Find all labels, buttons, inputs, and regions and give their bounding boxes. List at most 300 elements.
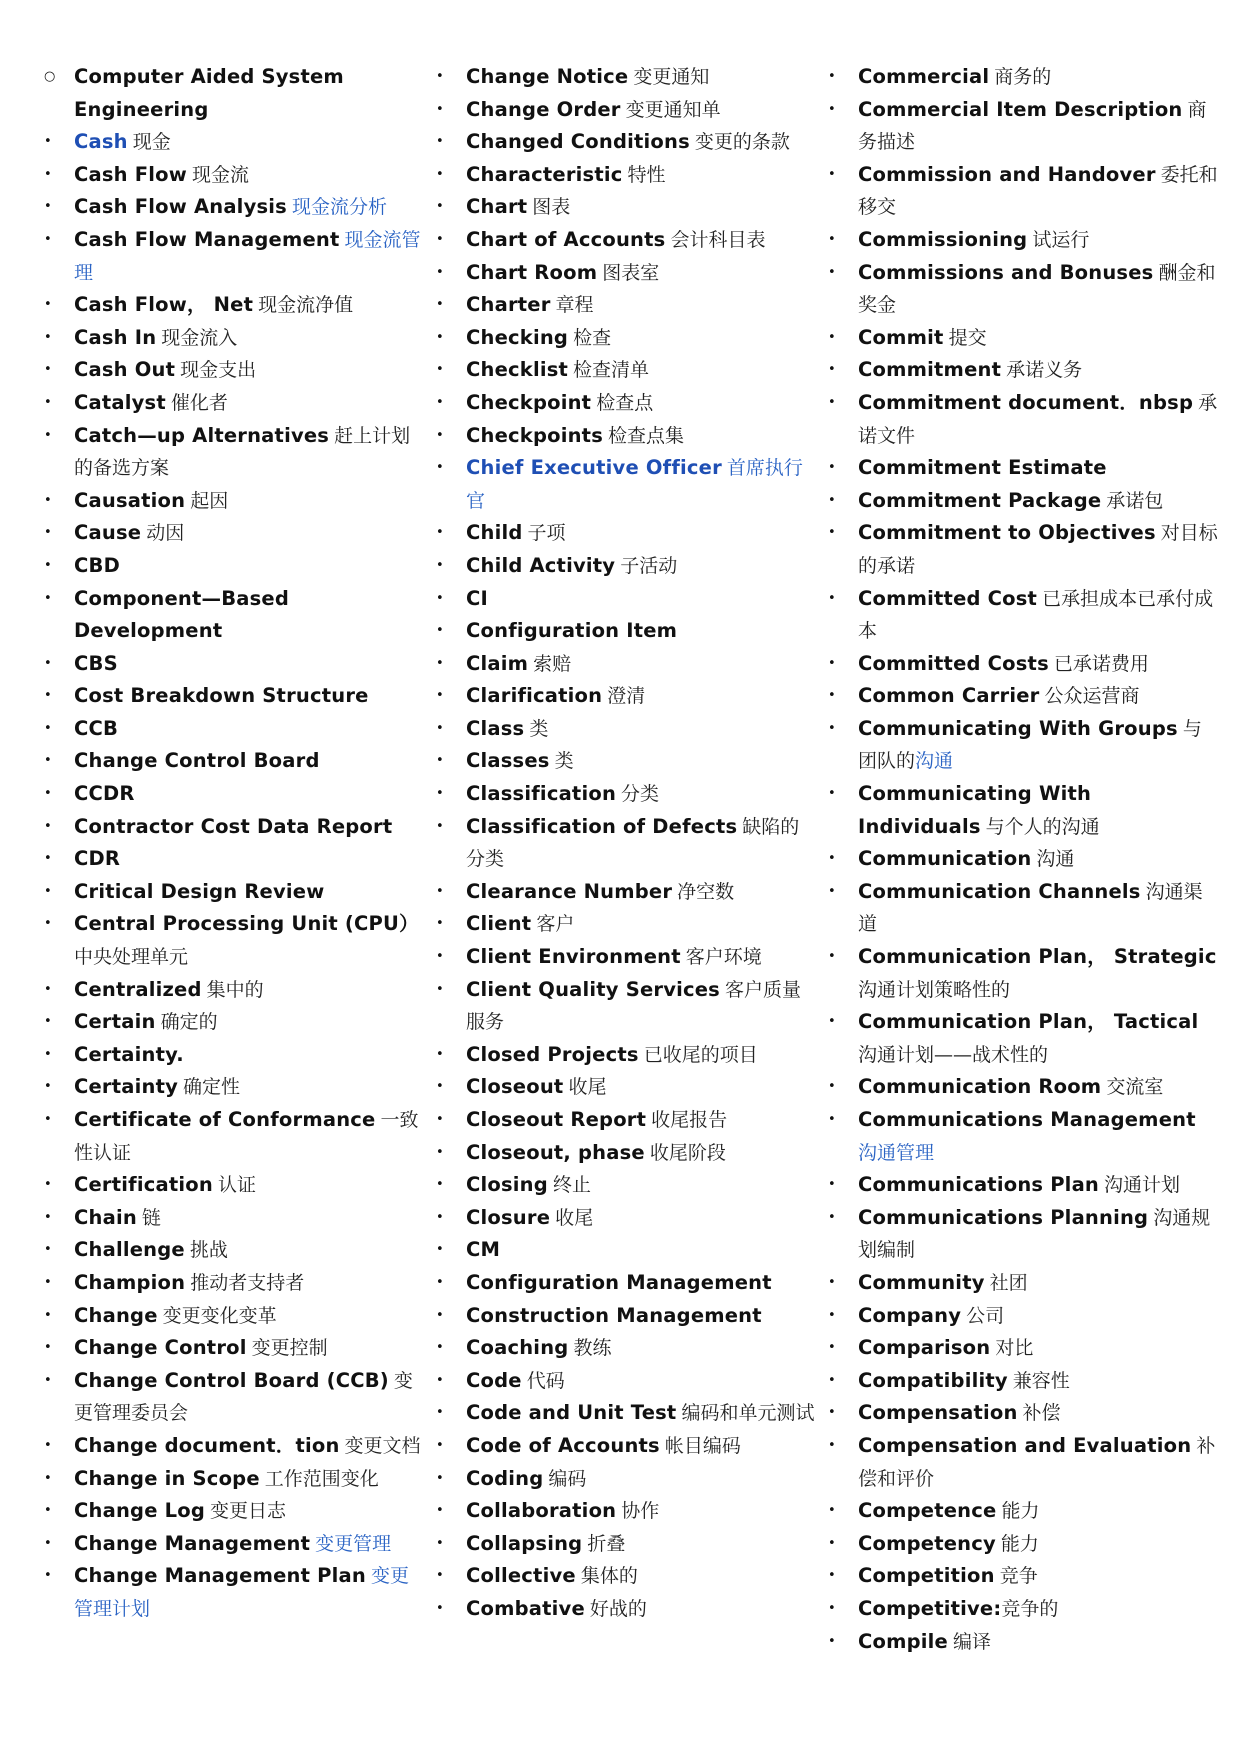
chinese-translation: 动因 xyxy=(146,522,185,545)
glossary-entry xyxy=(828,354,1218,387)
glossary-entry xyxy=(44,1202,424,1235)
chinese-translation: 现金流管理 xyxy=(74,228,421,284)
chinese-translation: 收尾 xyxy=(555,1206,594,1229)
chinese-translation: 变更日志 xyxy=(210,1500,287,1523)
chinese-translation: 检查 xyxy=(573,326,612,349)
bullet-icon: • xyxy=(828,1503,836,1519)
chinese-translation: 客户 xyxy=(536,913,575,936)
glossary-term: Closeout xyxy=(466,1075,564,1099)
glossary-term: Competition xyxy=(858,1564,995,1588)
glossary-term: Causation xyxy=(74,488,186,512)
chinese-translation: 社团 xyxy=(989,1271,1028,1294)
bullet-icon: • xyxy=(828,1307,836,1323)
glossary-term: CCB xyxy=(74,716,119,740)
bullet-icon: • xyxy=(44,1372,52,1388)
glossary-entry xyxy=(44,974,424,1007)
glossary-term: Commitment document．nbsp xyxy=(858,390,1194,414)
glossary-entry xyxy=(436,1039,816,1072)
glossary-term: Code xyxy=(466,1368,522,1392)
chinese-translation: 变更文档 xyxy=(344,1434,421,1457)
chinese-translation: 净空数 xyxy=(677,880,735,903)
glossary-entry xyxy=(436,1202,816,1235)
bullet-icon: • xyxy=(436,981,444,997)
glossary-entry xyxy=(44,778,424,811)
glossary-entry xyxy=(436,420,816,453)
glossary-term: Commit xyxy=(858,325,944,349)
chinese-translation: 终止 xyxy=(552,1174,591,1197)
glossary-entry xyxy=(44,648,424,681)
bullet-icon: • xyxy=(44,1046,52,1062)
glossary-entry xyxy=(828,1528,1218,1561)
glossary-term: Clarification xyxy=(466,684,603,708)
glossary-entry xyxy=(44,680,424,713)
glossary-entry xyxy=(436,1071,816,1104)
glossary-entry xyxy=(436,1104,816,1137)
glossary-term: Change in Scope xyxy=(74,1466,260,1490)
glossary-term: Child Activity xyxy=(466,553,616,577)
glossary-entry xyxy=(436,1463,816,1496)
glossary-term: Coding xyxy=(466,1466,544,1490)
bullet-icon: • xyxy=(44,1340,52,1356)
chinese-translation: 收尾阶段 xyxy=(649,1141,726,1164)
glossary-term: Common Carrier xyxy=(858,684,1040,708)
bullet-icon: • xyxy=(828,1600,836,1616)
glossary-entry xyxy=(436,974,816,1039)
chinese-translation: 章程 xyxy=(555,294,594,317)
chinese-translation: 类 xyxy=(554,750,574,773)
bullet-icon: • xyxy=(828,69,836,84)
glossary-term: Certain xyxy=(74,1010,156,1034)
glossary-entry xyxy=(436,452,816,517)
glossary-term: Closeout Report xyxy=(466,1108,647,1131)
chinese-translation: 现金支出 xyxy=(180,359,257,382)
glossary-term: CBD xyxy=(74,553,120,577)
glossary-term: CCDR xyxy=(74,782,135,806)
chinese-translation: 子活动 xyxy=(620,554,678,577)
glossary-term: Chart xyxy=(466,195,528,219)
bullet-icon: • xyxy=(44,1177,52,1193)
bullet-icon: • xyxy=(436,623,444,639)
glossary-term: Chart Room xyxy=(466,260,598,284)
glossary-term: Coaching xyxy=(466,1336,569,1360)
chinese-translation: 变更管理委员会 xyxy=(74,1369,413,1425)
glossary-entry xyxy=(828,61,1218,94)
bullet-icon: • xyxy=(828,101,836,117)
glossary-term: Change Control xyxy=(74,1336,247,1360)
bullet-icon: • xyxy=(436,1372,444,1388)
bullet-icon: • xyxy=(44,786,52,802)
glossary-entry xyxy=(436,191,816,224)
glossary-entry xyxy=(436,387,816,420)
glossary-entry xyxy=(436,1234,816,1267)
glossary-entry xyxy=(436,1137,816,1170)
glossary-entry xyxy=(828,1365,1218,1398)
glossary-term: Communications Management xyxy=(858,1108,1196,1131)
bullet-icon: • xyxy=(436,786,444,802)
bullet-icon: • xyxy=(436,557,444,573)
glossary-entry xyxy=(828,517,1218,582)
glossary-term: Commissioning xyxy=(858,227,1028,251)
glossary-entry xyxy=(436,908,816,941)
bullet-icon: • xyxy=(436,166,444,182)
bullet-icon: • xyxy=(436,1144,444,1160)
glossary-entry xyxy=(828,713,1218,778)
chinese-translation: 赶上计划的备选方案 xyxy=(74,424,411,480)
bullet-icon: • xyxy=(436,883,444,899)
chinese-translation: 澄清 xyxy=(607,685,646,708)
glossary-entry xyxy=(828,941,1218,1006)
glossary-entry xyxy=(44,1071,424,1104)
bullet-icon: • xyxy=(828,1405,836,1421)
bullet-icon: • xyxy=(44,1209,52,1225)
chinese-translation: 补偿和评价 xyxy=(858,1434,1216,1490)
chinese-translation: 变更通知 xyxy=(633,66,710,88)
chinese-translation: 酬金和奖金 xyxy=(858,261,1216,317)
bullet-icon: • xyxy=(436,1112,444,1127)
bullet-icon: • xyxy=(44,199,52,215)
chinese-translation: 收尾 xyxy=(568,1076,607,1099)
chinese-translation: 折叠 xyxy=(587,1532,626,1555)
glossary-term: Cash Flow， Net xyxy=(74,293,254,317)
glossary-term: Cost Breakdown Structure xyxy=(74,684,369,708)
glossary-term: Construction Management xyxy=(466,1303,762,1327)
glossary-term: Communications Planning xyxy=(858,1205,1149,1229)
bullet-icon: • xyxy=(828,231,836,247)
glossary-entry xyxy=(436,126,816,159)
glossary-entry xyxy=(44,908,424,973)
bullet-icon: • xyxy=(44,916,52,932)
bullet-icon: • xyxy=(436,916,444,932)
glossary-entry xyxy=(828,1332,1218,1365)
chinese-translation: 一致性认证 xyxy=(74,1109,419,1164)
glossary-entry xyxy=(436,1332,816,1365)
chinese-translation: 确定的 xyxy=(160,1011,218,1034)
bullet-icon: • xyxy=(828,851,836,867)
bullet-icon: • xyxy=(828,1274,836,1290)
glossary-entry xyxy=(44,322,424,355)
glossary-term: Checkpoint xyxy=(466,390,592,414)
glossary-term: Collapsing xyxy=(466,1531,583,1555)
hollow-bullet-icon: ○ xyxy=(44,69,56,84)
glossary-term: Checking xyxy=(466,325,569,349)
chinese-translation: 分类 xyxy=(621,783,660,806)
glossary-entry xyxy=(436,1528,816,1561)
chinese-translation: 承诺义务 xyxy=(1006,359,1083,382)
glossary-term: Client xyxy=(466,912,532,936)
glossary-entry xyxy=(44,224,424,289)
bullet-icon: • xyxy=(828,720,836,736)
bullet-icon: • xyxy=(436,1503,444,1519)
glossary-term: Combative xyxy=(466,1596,585,1620)
glossary-entry xyxy=(436,1430,816,1463)
glossary-entry xyxy=(436,811,816,876)
bullet-icon: • xyxy=(44,655,52,671)
glossary-term: Collective xyxy=(466,1564,576,1588)
glossary-entry xyxy=(44,745,424,778)
glossary-term: Central Processing Unit (CPU） xyxy=(74,912,419,936)
bullet-icon: • xyxy=(436,1079,444,1095)
glossary-entry xyxy=(44,1430,424,1463)
glossary-entry xyxy=(828,648,1218,681)
bullet-icon: • xyxy=(436,134,444,150)
chinese-translation: 催化者 xyxy=(170,391,228,414)
bullet-icon: • xyxy=(828,590,836,606)
bullet-icon: • xyxy=(44,166,52,182)
glossary-entry xyxy=(828,1397,1218,1430)
bullet-icon: • xyxy=(44,1112,52,1127)
bullet-icon: • xyxy=(436,720,444,736)
chinese-translation: 挑战 xyxy=(189,1239,228,1262)
glossary-term: Child xyxy=(466,521,523,545)
chinese-translation: 沟通规划编制 xyxy=(858,1206,1211,1262)
chinese-translation: 首席执行官 xyxy=(466,457,803,512)
bullet-icon: • xyxy=(436,231,444,247)
bullet-icon: • xyxy=(436,460,444,476)
chinese-translation: 工作范围变化 xyxy=(264,1467,379,1490)
bullet-icon: • xyxy=(44,557,52,573)
glossary-entry xyxy=(828,680,1218,713)
chinese-translation: 沟通 xyxy=(1036,848,1075,871)
glossary-entry xyxy=(436,257,816,290)
bullet-icon: • xyxy=(828,394,836,410)
glossary-entry xyxy=(436,876,816,909)
glossary-entry xyxy=(828,1267,1218,1300)
bullet-icon: • xyxy=(436,1274,444,1290)
bullet-icon: • xyxy=(436,1177,444,1193)
glossary-term: Commercial xyxy=(858,65,990,88)
glossary-term: Communicating With Groups xyxy=(858,716,1178,740)
glossary-term: CM xyxy=(466,1238,501,1262)
glossary-entry xyxy=(44,1495,424,1528)
bullet-icon: • xyxy=(436,427,444,443)
bullet-icon: • xyxy=(44,1079,52,1095)
chinese-translation: 沟通渠道 xyxy=(858,880,1203,936)
glossary-entry xyxy=(828,876,1218,941)
glossary-term: Cash Flow Management xyxy=(74,227,340,251)
glossary-term: Code and Unit Test xyxy=(466,1401,677,1425)
chinese-translation: 能力 xyxy=(1000,1532,1039,1555)
chinese-translation: 提交 xyxy=(948,326,987,349)
bullet-icon: • xyxy=(828,362,836,378)
glossary-entry xyxy=(828,1560,1218,1593)
bullet-icon: • xyxy=(436,69,444,84)
glossary-term: Commercial Item Description xyxy=(858,97,1183,121)
glossary-entry xyxy=(44,485,424,518)
glossary-entry xyxy=(44,517,424,550)
bullet-icon: • xyxy=(828,1437,836,1453)
bullet-icon: • xyxy=(44,688,52,704)
glossary-entry xyxy=(828,1169,1218,1202)
chinese-translation: 变更通知单 xyxy=(625,98,721,121)
glossary-term: Client Environment xyxy=(466,945,681,969)
chinese-translation: 集体的 xyxy=(580,1565,638,1588)
bullet-icon: • xyxy=(436,1242,444,1258)
glossary-entry xyxy=(436,1560,816,1593)
glossary-column-1 xyxy=(44,61,424,1626)
glossary-entry xyxy=(828,452,1218,485)
glossary-entry xyxy=(44,1365,424,1430)
glossary-entry xyxy=(44,159,424,192)
bullet-icon: • xyxy=(44,1242,52,1258)
chinese-translation: 协作 xyxy=(621,1500,660,1523)
bullet-icon: • xyxy=(44,590,52,606)
bullet-icon: • xyxy=(44,851,52,867)
glossary-term: Community xyxy=(858,1270,985,1294)
glossary-entry xyxy=(44,1528,424,1561)
chinese-translation: 兼容性 xyxy=(1012,1369,1070,1392)
glossary-term: Commission and Handover xyxy=(858,162,1156,186)
glossary-entry xyxy=(44,811,424,844)
bullet-icon: • xyxy=(436,1535,444,1551)
glossary-entry xyxy=(44,1267,424,1300)
glossary-entry xyxy=(828,1202,1218,1267)
bullet-icon: • xyxy=(828,1568,836,1584)
glossary-entry xyxy=(828,1626,1218,1659)
glossary-entry xyxy=(44,583,424,648)
bullet-icon: • xyxy=(44,753,52,769)
chinese-translation: 变更管理 xyxy=(315,1532,392,1555)
glossary-entry xyxy=(436,583,816,616)
glossary-term: Comparison xyxy=(858,1336,991,1360)
bullet-icon: • xyxy=(44,1014,52,1030)
glossary-term: Competitive: xyxy=(858,1596,1002,1620)
glossary-term: Classes xyxy=(466,749,550,773)
chinese-translation: 缺陷的分类 xyxy=(466,815,800,871)
glossary-entry xyxy=(44,354,424,387)
glossary-entry xyxy=(44,1039,424,1072)
glossary-term: Characteristic xyxy=(466,162,623,186)
glossary-term: Change xyxy=(74,1303,158,1327)
bullet-icon: • xyxy=(828,1209,836,1225)
glossary-term: Chief Executive Officer xyxy=(466,456,722,480)
glossary-term: Cash In xyxy=(74,325,157,349)
bullet-icon: • xyxy=(44,1535,52,1551)
glossary-term: Change Log xyxy=(74,1499,205,1523)
glossary-term: Certainty xyxy=(74,1075,179,1099)
glossary-term: Commitment Estimate xyxy=(858,456,1107,480)
bullet-icon: • xyxy=(436,264,444,280)
chinese-translation: 沟通计划——战术性的 xyxy=(858,1043,1049,1066)
glossary-term: Contractor Cost Data Report xyxy=(74,814,393,838)
chinese-translation: 已承诺费用 xyxy=(1053,652,1149,675)
glossary-term: Committed Cost xyxy=(858,586,1038,610)
glossary-term: Compensation xyxy=(858,1401,1018,1425)
bullet-icon: • xyxy=(828,264,836,280)
chinese-translation: 确定性 xyxy=(183,1076,241,1099)
chinese-translation: 代码 xyxy=(526,1369,565,1392)
chinese-translation: 现金 xyxy=(132,131,171,154)
chinese-translation: 已承担成本已承付成本 xyxy=(858,587,1214,643)
bullet-icon: • xyxy=(828,1535,836,1551)
bullet-icon: • xyxy=(828,1633,836,1649)
bullet-icon: • xyxy=(436,753,444,769)
glossary-entry xyxy=(44,1169,424,1202)
bullet-icon: • xyxy=(828,1014,836,1030)
chinese-translation: 补偿 xyxy=(1022,1402,1061,1425)
bullet-icon: • xyxy=(828,1340,836,1356)
chinese-translation: 认证 xyxy=(217,1174,256,1197)
glossary-entry xyxy=(828,159,1218,224)
chinese-translation: 收尾报告 xyxy=(651,1109,728,1131)
glossary-entry xyxy=(828,224,1218,257)
chinese-translation: 变更管理计划 xyxy=(74,1565,409,1620)
glossary-entry xyxy=(44,876,424,909)
glossary-entry xyxy=(44,1104,424,1169)
bullet-icon: • xyxy=(44,1307,52,1323)
glossary-term: Cash Flow Analysis xyxy=(74,195,287,219)
glossary-entry xyxy=(828,1071,1218,1104)
glossary-term: Change Control Board (CCB) xyxy=(74,1368,389,1392)
chinese-translation: 变更变化变革 xyxy=(162,1304,277,1327)
chinese-translation: 交流室 xyxy=(1106,1076,1164,1099)
bullet-icon: • xyxy=(436,1568,444,1584)
glossary-term: Class xyxy=(466,716,525,740)
bullet-icon: • xyxy=(44,297,52,313)
glossary-entry xyxy=(44,387,424,420)
bullet-icon: • xyxy=(436,1470,444,1486)
chinese-translation: 现金流净值 xyxy=(258,294,354,317)
glossary-term: Challenge xyxy=(74,1238,185,1262)
chinese-translation: 编码 xyxy=(548,1467,587,1490)
chinese-translation: 起因 xyxy=(190,489,229,512)
glossary-entry xyxy=(44,289,424,322)
chinese-translation: 教练 xyxy=(573,1337,612,1360)
glossary-term: Communicating With Individuals xyxy=(858,782,1092,838)
glossary-entry xyxy=(44,550,424,583)
glossary-entry xyxy=(436,550,816,583)
chinese-translation: 检查点集 xyxy=(608,424,685,447)
bullet-icon: • xyxy=(436,329,444,345)
bullet-icon: • xyxy=(828,949,836,965)
chinese-translation: 链 xyxy=(141,1206,161,1229)
glossary-entry xyxy=(436,1397,816,1430)
chinese-translation: 推动者支持者 xyxy=(190,1271,305,1294)
glossary-term: Collaboration xyxy=(466,1499,617,1523)
glossary-column-3 xyxy=(828,61,1218,1658)
bullet-icon: • xyxy=(436,1046,444,1062)
glossary-term: Commitment to Objectives xyxy=(858,521,1156,545)
glossary-term: Champion xyxy=(74,1270,186,1294)
bullet-icon: • xyxy=(436,818,444,834)
chinese-translation: 与团队的 xyxy=(858,717,1202,773)
glossary-entry xyxy=(44,420,424,485)
bullet-icon: • xyxy=(44,525,52,541)
glossary-entry xyxy=(436,354,816,387)
glossary-term: Cause xyxy=(74,521,142,545)
chinese-translation: 集中的 xyxy=(206,978,264,1001)
bullet-icon: • xyxy=(828,1177,836,1193)
bullet-icon: • xyxy=(44,1503,52,1519)
glossary-term: Code of Accounts xyxy=(466,1433,660,1457)
glossary-term: Communication Room xyxy=(858,1075,1102,1099)
chinese-translation: 已收尾的项目 xyxy=(643,1043,758,1066)
bullet-icon: • xyxy=(828,1112,836,1127)
glossary-entry xyxy=(828,843,1218,876)
glossary-entry xyxy=(436,1169,816,1202)
chinese-translation: 委托和移交 xyxy=(858,163,1218,219)
glossary-term: CDR xyxy=(74,847,121,871)
glossary-entry xyxy=(828,94,1218,159)
glossary-term: Computer Aided System Engineering xyxy=(74,65,344,121)
chinese-translation: 现金流 xyxy=(191,163,249,186)
glossary-term: Change Control Board xyxy=(74,749,320,773)
bullet-icon: • xyxy=(44,394,52,410)
bullet-icon: • xyxy=(44,362,52,378)
bullet-icon: • xyxy=(44,720,52,736)
chinese-translation: 公众运营商 xyxy=(1044,685,1140,708)
glossary-term: Change Notice xyxy=(466,65,629,88)
glossary-term: Compensation and Evaluation xyxy=(858,1433,1192,1457)
